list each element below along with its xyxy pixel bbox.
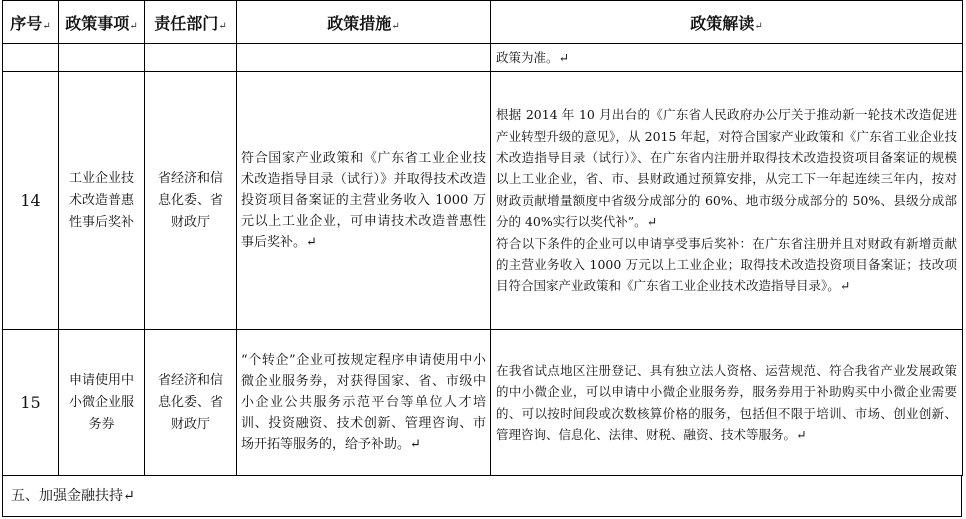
table-row bbox=[3, 72, 963, 330]
table-row bbox=[3, 330, 963, 476]
continuation-row bbox=[3, 44, 963, 72]
header-item: 政策事项↵ bbox=[59, 1, 145, 44]
header-dept: 责任部门↵ bbox=[145, 1, 237, 44]
responsible-dept: 省经济和信息化委、省财政厅 bbox=[145, 330, 237, 476]
section-heading: 五、加强金融扶持↵ bbox=[2, 475, 962, 517]
policy-measure: “个转企”企业可按规定程序申请使用中小微企业服务券，对获得国家、省、市级中小企业公共服务示范平台等单位人才培训、投资融资、技术创新、管理咨询、市场开拓等服务的，给予补助。↵ bbox=[237, 330, 491, 476]
policy-interpretation: 在我省试点地区注册登记、具有独立法人资格、运营规范、符合我省产业发展政策的中小微企业，可以申请中小微企业服务券，服务券用于补助购买中小微企业需要的、可以按时间段或次数核算价格的服务，包括但不限于培训、市场、创业创新、管理咨询、信息化、法律、财税、融资、技术等服务。↵ bbox=[491, 330, 963, 476]
row-number: 14 bbox=[3, 72, 59, 330]
interp-paragraph: 根据 2014 年 10 月出台的《广东省人民政府办公厅关于推动新一轮技术改造促进产业转型升级的意见》，从 2015 年起，对符合国家产业政策和《广东省工业企业技术改造指导目录（试行）》、在广东省内注册并取得技术改造投资项目备案证的规模以上工业企业，省、市、县财政通过预算安排，从完工下一年起连续三年内，按对财政贡献增量额度中省级分成部分的 60%、地市级分成部分的 50%、县级分成部分的 40%实行以奖代补”。↵ bbox=[496, 107, 957, 230]
policy-interpretation bbox=[491, 72, 963, 330]
policy-measure: 符合国家产业政策和《广东省工业企业技术改造指导目录（试行）》并取得技术改造投资项目备案证的主营业务收入 1000 万元以上工业企业，可申请技术改造普惠性事后奖补。↵ bbox=[237, 72, 491, 330]
row-number: 15 bbox=[3, 330, 59, 476]
continuation-text: 政策为准。↵ bbox=[491, 44, 963, 72]
header-row bbox=[3, 1, 963, 44]
policy-table bbox=[2, 0, 963, 476]
responsible-dept: 省经济和信息化委、省财政厅 bbox=[145, 72, 237, 330]
interp-paragraph: 符合以下条件的企业可以申请享受事后奖补：在广东省注册并且对财政有新增贡献的主营业务收入 1000 万元以上工业企业；取得技术改造投资项目备案证；技改项目符合国家产业政策和《广东省工业企业技术改造指导目录》。↵ bbox=[496, 235, 957, 294]
policy-item: 工业企业技术改造普惠性事后奖补 bbox=[59, 72, 145, 330]
header-measure: 政策措施↵ bbox=[237, 1, 491, 44]
header-interp: 政策解读↵ bbox=[491, 1, 963, 44]
policy-item: 申请使用中小微企业服务券 bbox=[59, 330, 145, 476]
header-no: 序号↵ bbox=[3, 1, 59, 44]
